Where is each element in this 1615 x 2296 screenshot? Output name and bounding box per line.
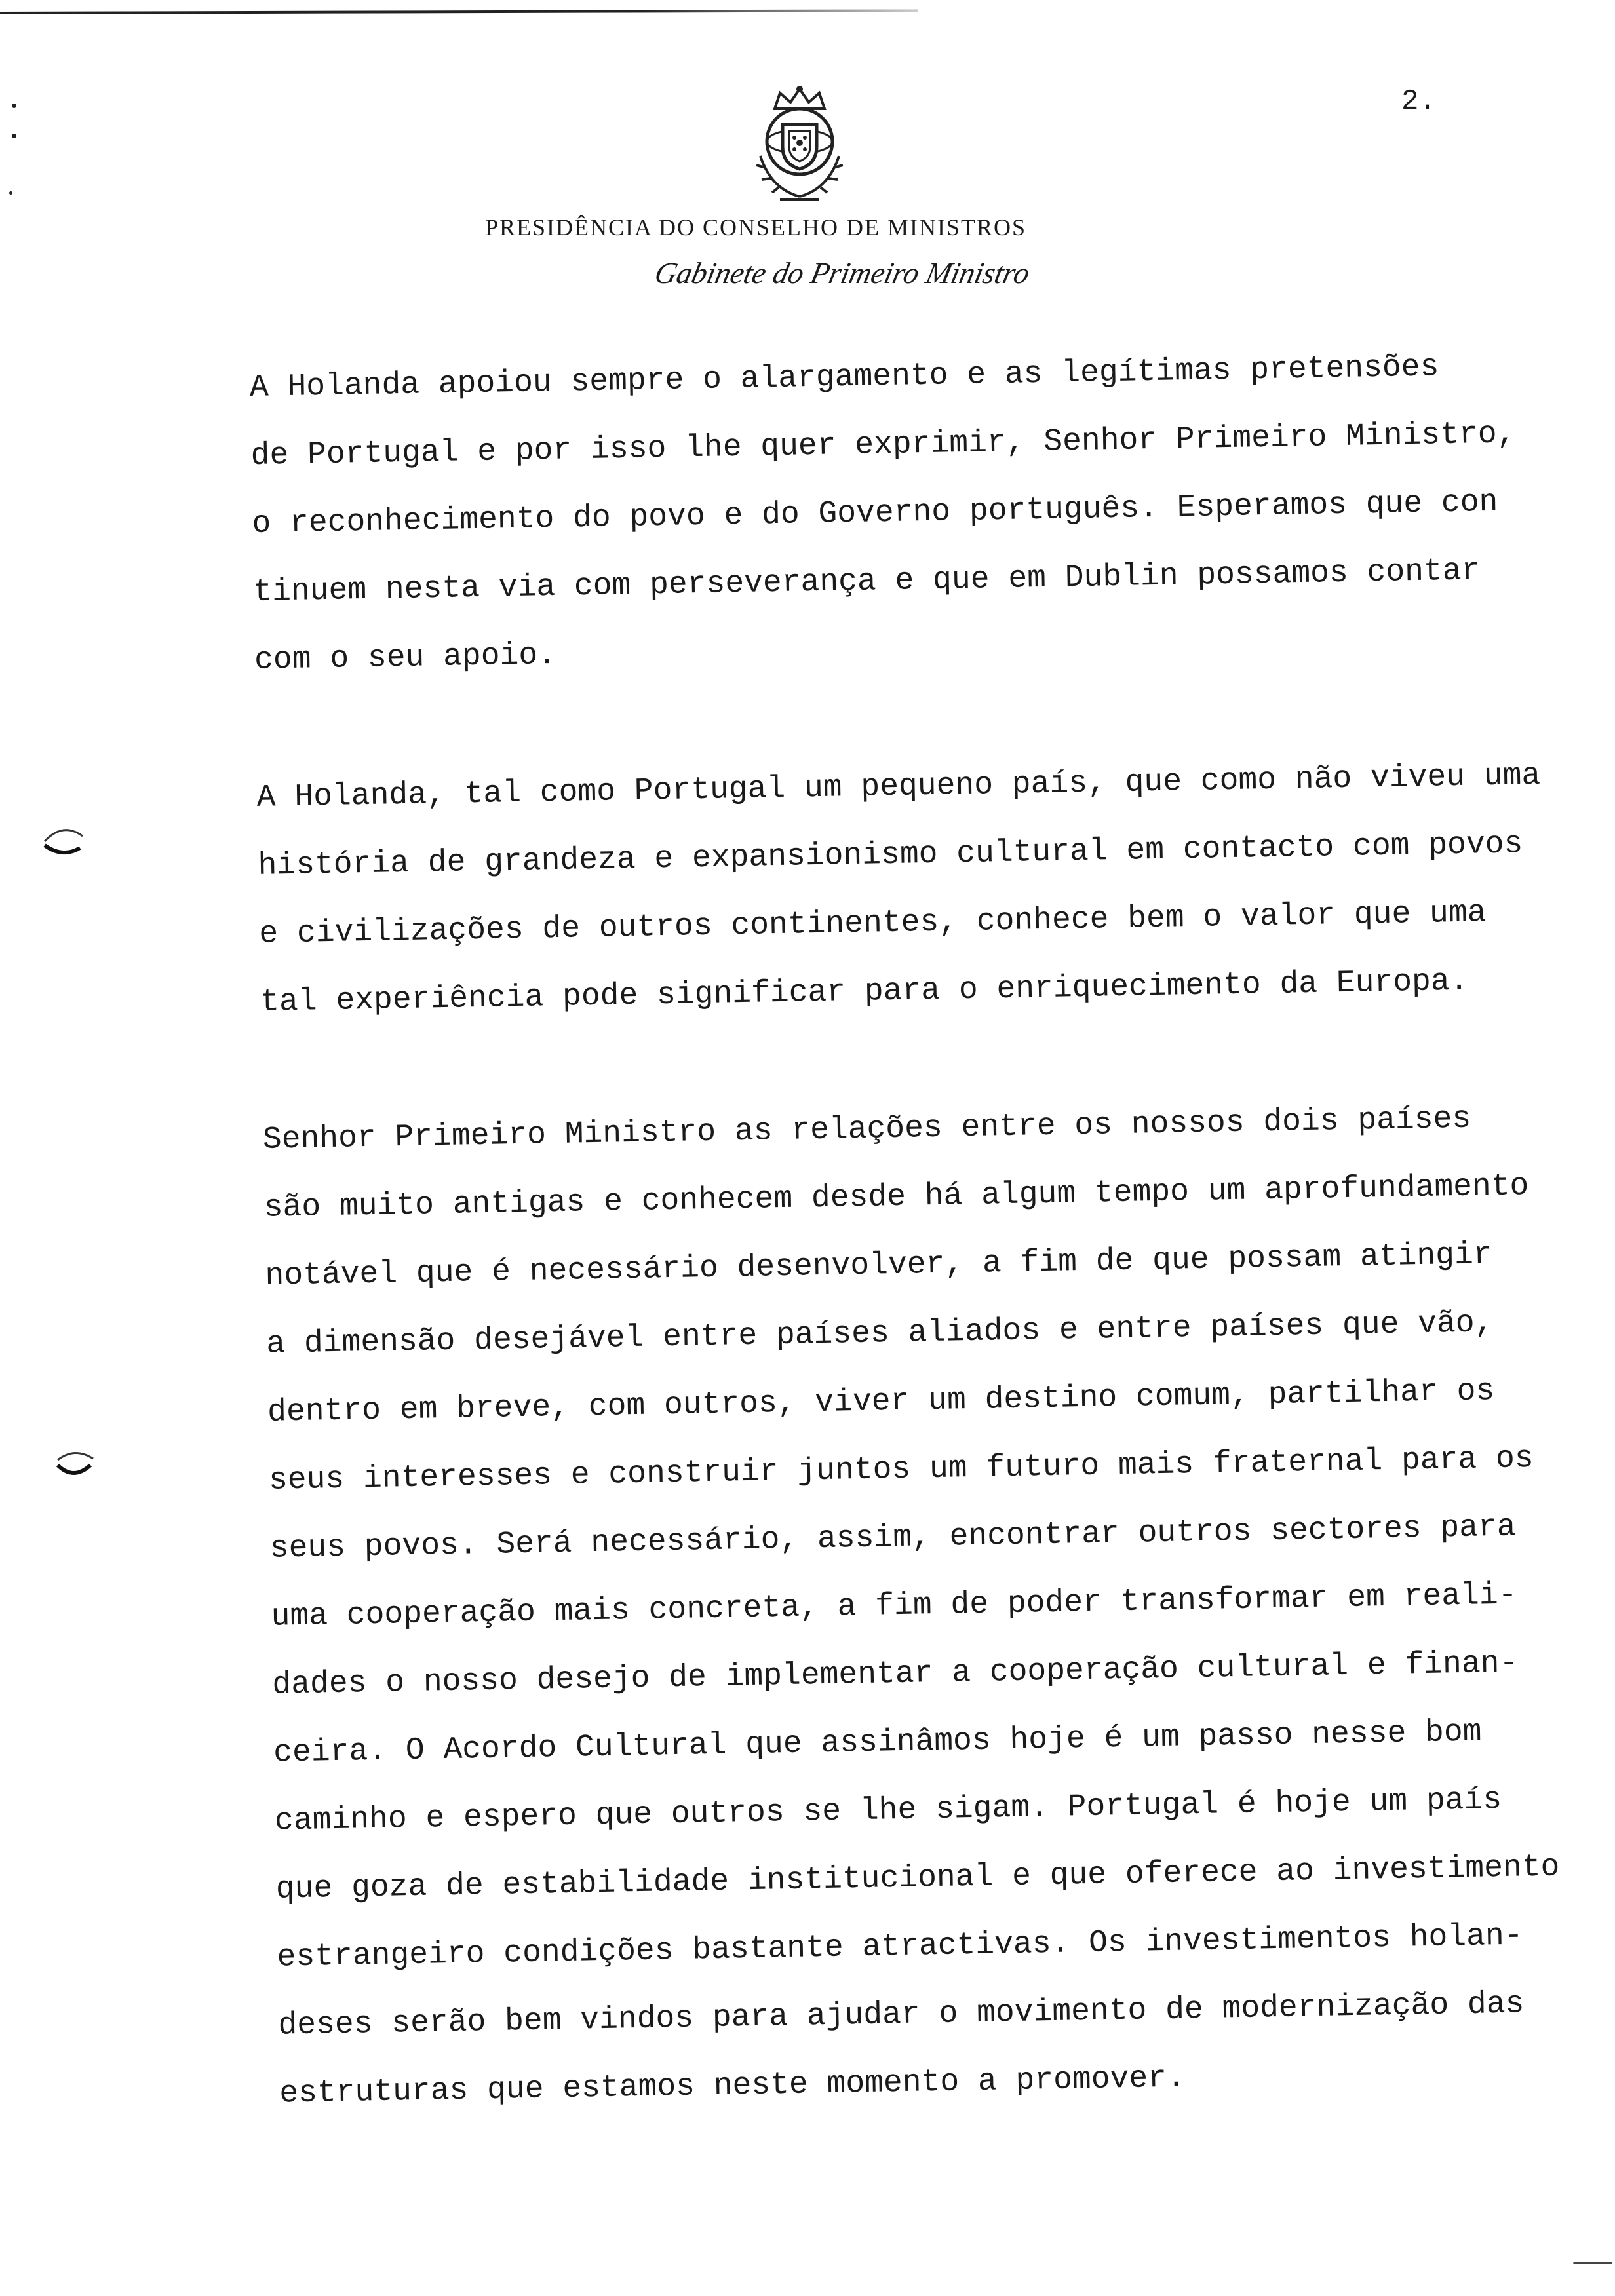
top-rule (0, 9, 918, 14)
speck (9, 191, 12, 195)
page-number: 2. (1401, 85, 1436, 118)
punch-hole-top (41, 819, 87, 865)
letterhead-subtitle: Gabinete do Primeiro Ministro (652, 256, 1033, 290)
punch-hole-bottom (54, 1442, 100, 1487)
speck (12, 134, 16, 138)
paragraph-1: A Holanda apoiou sempre o alargamento e as legítimas pretensões de Portugal e por isso lhe quer exprimir, Senhor Primeiro Ministro, o reconhecimento do povo e do Governo português. Esperamos que con tinuem nesta via com perseverança e que em Dublin possamos contar com o seu apoio. (249, 349, 1516, 678)
letterhead-title: PRESIDÊNCIA DO CONSELHO DE MINISTROS (485, 214, 1027, 240)
letter-body (249, 330, 1615, 2197)
paragraph-2: A Holanda, tal como Portugal um pequeno país, que como não viveu uma história de grandeza e expansionismo cultural em contacto com povos e civilizações de outros continentes, conhece bem o valor que uma tal experiência pode significar para o enriquecimento da Europa. (256, 757, 1541, 1020)
speck (12, 104, 16, 108)
coat-of-arms-icon (734, 84, 865, 208)
edge-mark (1573, 2262, 1612, 2264)
paragraph-3: Senhor Primeiro Ministro as relações entre os nossos dois países são muito antigas e conhecem desde há algum tempo um aprofundamento notável que é necessário desenvolver, a fim de que possam atingir a dimensão desejável entre países aliados e entre países que vão, dentro em breve, com outros, viver um destino comum, partilhar os seus interesses e construir juntos um futuro mais fraternal para os seus povos. Será necessário, assim, encontrar outros sectores para uma cooperação mais concreta, a fim de poder transformar em reali- dades o nosso desejo de implementar a cooperação cultural e finan- ceira. O Acordo Cultural que assinâmos hoje é um passo nesse bom caminho e espero que outros se lhe sigam. Portugal é hoje um país que goza de estabilidade institucional e que oferece ao investimento estrangeiro condições bastante atractivas. Os investimentos holan- deses serão bem vindos para ajudar o movimento de modernização das estruturas que estamos neste momento a promover. (262, 1101, 1560, 2112)
